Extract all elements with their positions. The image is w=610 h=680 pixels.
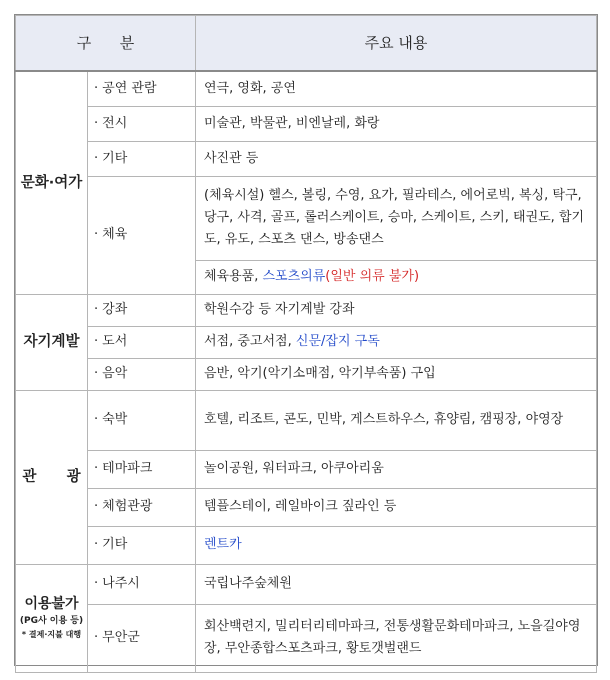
general-clothing-excluded-text: (일반 의류 불가) <box>325 269 420 284</box>
category-culture: 문화·여가 <box>16 71 88 294</box>
content-books <box>196 326 597 358</box>
table-row <box>16 488 597 526</box>
content-lodging: 호텔, 리조트, 콘도, 민박, 게스트하우스, 휴양림, 캠핑장, 야영장 <box>196 390 597 450</box>
content-sports-goods <box>196 260 597 294</box>
newspaper-subscription-text: 신문/잡지 구독 <box>295 334 380 349</box>
table-row <box>16 390 597 450</box>
table-row <box>16 71 597 106</box>
unusable-note-pg: (PG사 이용 등) <box>19 616 84 626</box>
subcategory-tourism-other: · 기타 <box>88 526 196 564</box>
subcategory-culture-other: · 기타 <box>88 141 196 176</box>
subcategory-sports: · 체육 <box>88 176 196 294</box>
sports-clothing-text: 스포츠의류 <box>262 269 326 284</box>
category-unusable <box>16 564 88 672</box>
table-row <box>16 326 597 358</box>
unusable-note-payment: * 결제·지불 대행 <box>21 630 82 639</box>
subcategory-experience: · 체험관광 <box>88 488 196 526</box>
content-experience: 템플스테이, 레일바이크 짚라인 등 <box>196 488 597 526</box>
table-row <box>16 294 597 326</box>
category-tourism: 관 광 <box>16 390 88 564</box>
subcategory-lodging: · 숙박 <box>88 390 196 450</box>
subcategory-themepark: · 테마파크 <box>88 450 196 488</box>
header-content: 주요 내용 <box>196 16 597 72</box>
content-themepark: 놀이공원, 워터파크, 아쿠아리움 <box>196 450 597 488</box>
voucher-usage-table-frame <box>14 14 598 666</box>
subcategory-books: · 도서 <box>88 326 196 358</box>
content-culture-other: 사진관 등 <box>196 141 597 176</box>
subcategory-performance: · 공연 관람 <box>88 71 196 106</box>
table-row <box>16 526 597 564</box>
content-muan: 회산백련지, 밀리터리테마파크, 전통생활문화테마파크, 노을길야영장, 무안종합스포츠파크, 황토갯벌랜드 <box>196 604 597 672</box>
table-header-row <box>16 16 597 72</box>
content-naju: 국립나주숲체원 <box>196 564 597 604</box>
table-row <box>16 564 597 604</box>
subcategory-music: · 음악 <box>88 358 196 390</box>
sports-goods-text: 체육용품, <box>204 269 263 284</box>
usage-table <box>15 15 597 673</box>
content-lecture: 학원수강 등 자기계발 강좌 <box>196 294 597 326</box>
table-row <box>16 604 597 672</box>
subcategory-muan: · 무안군 <box>88 604 196 672</box>
books-text: 서점, 중고서점, <box>204 334 296 349</box>
content-performance: 연극, 영화, 공연 <box>196 71 597 106</box>
content-music: 음반, 악기(악기소매점, 악기부속품) 구입 <box>196 358 597 390</box>
category-selfdev: 자기계발 <box>16 294 88 390</box>
table-row <box>16 106 597 141</box>
rentcar-text: 렌트카 <box>204 537 242 552</box>
subcategory-lecture: · 강좌 <box>88 294 196 326</box>
content-exhibition: 미술관, 박물관, 비엔날레, 화랑 <box>196 106 597 141</box>
table-row <box>16 176 597 260</box>
subcategory-exhibition: · 전시 <box>88 106 196 141</box>
table-row <box>16 358 597 390</box>
table-row <box>16 450 597 488</box>
unusable-label: 이용불가 <box>24 596 79 612</box>
header-category: 구 분 <box>16 16 196 72</box>
table-row <box>16 141 597 176</box>
content-tourism-other <box>196 526 597 564</box>
subcategory-naju: · 나주시 <box>88 564 196 604</box>
content-sports-facilities: (체육시설) 헬스, 볼링, 수영, 요가, 필라테스, 에어로빅, 복싱, 탁구, 당구, 사격, 골프, 롤러스케이트, 승마, 스케이트, 스키, 태권도, 합기도, 유도, 스포츠 댄스, 방송댄스 <box>196 176 597 260</box>
